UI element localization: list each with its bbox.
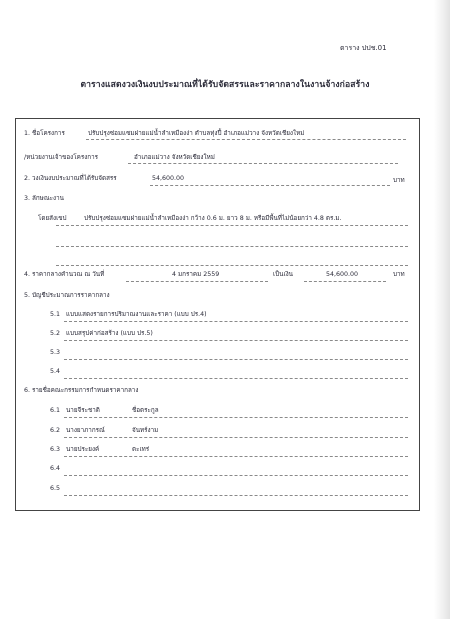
member-number: 6.4	[50, 465, 61, 472]
member-line	[64, 495, 408, 496]
member-last-name: ตะเทร่	[132, 446, 150, 453]
work-line-2	[56, 246, 408, 247]
member-number: 6.1	[50, 407, 61, 414]
member-line	[64, 456, 408, 457]
member-number: 6.3	[50, 446, 61, 453]
entry-number: 5.2	[50, 330, 61, 337]
agency-value: อำเภอแม่วาง จังหวัดเชียงใหม่	[134, 154, 215, 161]
document-title: ตารางแสดงวงเงินงบประมาณที่ได้รับจัดสรรและราคากลางในงานจ้างก่อสร้าง	[80, 80, 370, 90]
agency-line	[128, 163, 398, 164]
member-first-name: นายประยงค์	[66, 446, 100, 453]
entry-line	[64, 340, 408, 341]
median-price-date-label: 4. ราคากลางคำนวณ ณ วันที่	[24, 271, 105, 278]
member-first-name: นายจีระชาติ	[66, 407, 100, 414]
median-date-line	[126, 281, 268, 282]
budget-line	[150, 185, 390, 186]
entry-text: แบบสรุปค่าก่อสร้าง (แบบ ปร.5)	[66, 330, 153, 337]
budget-value: 54,600.00	[152, 175, 185, 182]
scan-shadow	[434, 0, 450, 619]
member-number: 6.2	[50, 427, 61, 434]
work-line-1	[56, 225, 408, 226]
work-description: ปรับปรุงซ่อมแซมฝายแม่น้ำลำเหมืองง่า กว้าง 0.6 ม. ยาว 8 ม. หรือมีพื้นที่ไม่น้อยกว่า 4.8 ตร.ม.	[84, 215, 342, 222]
budget-unit: บาท	[393, 177, 405, 184]
member-last-name: ชื่อตระกูล	[132, 407, 159, 414]
budget-label: 2. วงเงินงบประมาณที่ได้รับจัดสรร	[24, 175, 117, 182]
median-amount-label: เป็นเงิน	[273, 271, 293, 278]
median-amount-line	[304, 281, 386, 282]
member-number: 6.5	[50, 485, 61, 492]
member-line	[64, 475, 408, 476]
member-first-name: นางยาภากรณ์	[66, 427, 105, 434]
project-name-value: ปรับปรุงซ่อมแซมฝายแม่น้ำลำเหมืองง่า ตำบลทุ่งปี้ อำเภอแม่วาง จังหวัดเชียงใหม่	[88, 130, 305, 137]
project-name-line	[86, 139, 406, 140]
entry-line	[64, 359, 408, 360]
entry-number: 5.1	[50, 311, 61, 318]
entry-line	[64, 321, 408, 322]
member-line	[64, 437, 408, 438]
work-summary-label: โดยสังเขป	[38, 215, 67, 222]
cost-estimate-label: 5. บัญชีประมาณการราคากลาง	[24, 292, 110, 299]
agency-label: /หน่วยงานเจ้าของโครงการ	[24, 154, 99, 161]
work-type-label: 3. ลักษณะงาน	[24, 195, 64, 202]
entry-text: แบบแสดงรายการปริมาณงานและราคา (แบบ ปร.4)	[66, 311, 207, 318]
form-id: ตาราง ปปช.01	[340, 44, 387, 52]
form-box	[15, 118, 420, 511]
median-amount-unit: บาท	[393, 271, 405, 278]
project-name-label: 1. ชื่อโครงการ	[24, 130, 65, 137]
entry-number: 5.4	[50, 368, 61, 375]
work-line-3	[56, 265, 408, 266]
entry-number: 5.3	[50, 349, 61, 356]
median-price-date: 4 มกราคม 2559	[172, 271, 220, 278]
member-last-name: จันทร์งาม	[132, 427, 159, 434]
median-amount-value: 54,600.00	[326, 271, 359, 278]
member-line	[64, 417, 408, 418]
entry-line	[64, 378, 408, 379]
committee-label: 6. รายชื่อคณะกรรมการกำหนดราคากลาง	[24, 387, 139, 394]
